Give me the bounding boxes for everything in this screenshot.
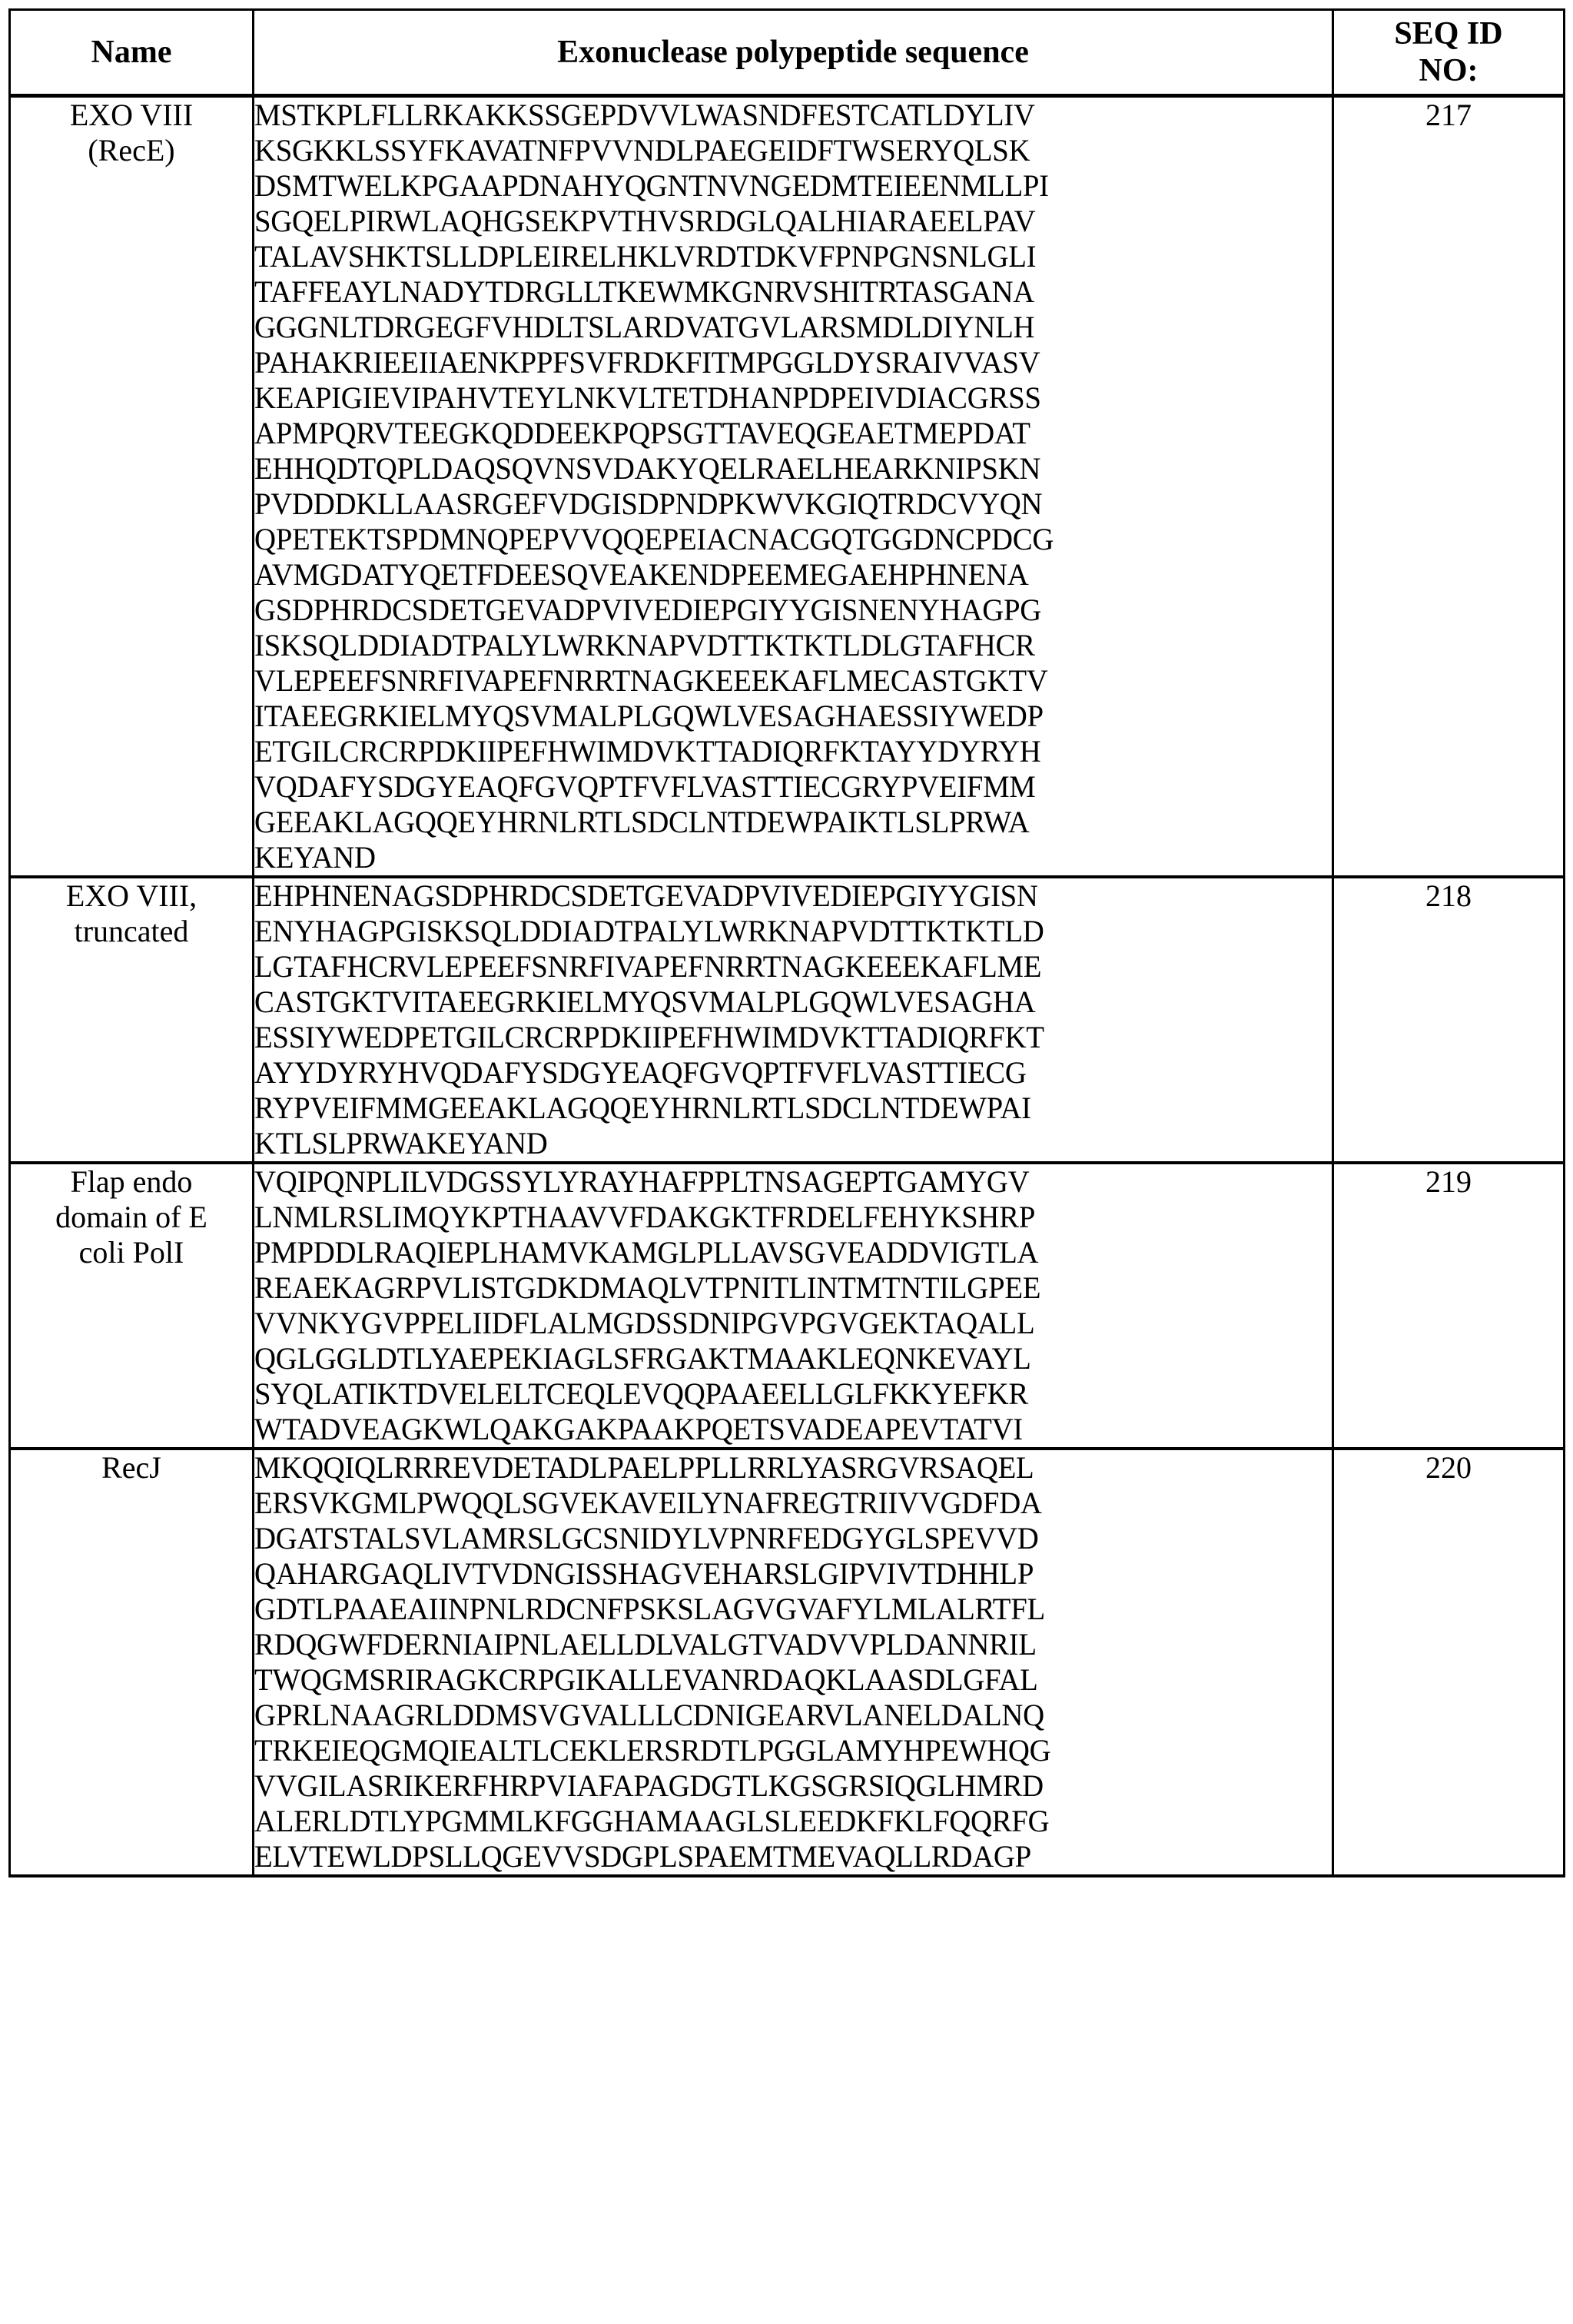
cell-name — [10, 877, 254, 1163]
enzyme-name-line: (RecE) — [88, 133, 175, 168]
cell-seq-id — [1333, 1163, 1565, 1449]
seq-id-value: 219 — [1425, 1164, 1472, 1199]
sequence-line: MKQQIQLRRREVDETADLPAELPPLLRRLYASRGVRSAQEL — [254, 1450, 1034, 1485]
enzyme-name-line: Flap endo — [70, 1164, 193, 1199]
cell-name — [10, 1163, 254, 1449]
sequence-line: VVGILASRIKERFHRPVIAFAPAGDGTLKGSGRSIQGLHMRD — [254, 1768, 1044, 1803]
sequence-line: VLEPEEFSNRFIVAPEFNRRTNAGKEEEKAFLMECASTGKTV — [254, 663, 1048, 698]
cell-seq-id — [1333, 1449, 1565, 1876]
sequence-line: VVNKYGVPPELIIDFLALMGDSSDNIPGVPGVGEKTAQALL — [254, 1306, 1035, 1340]
sequence-line: REAEKAGRPVLISTGDKDMAQLVTPNITLINTMTNTILGPEE — [254, 1270, 1041, 1305]
column-header-name — [10, 10, 254, 96]
cell-sequence — [254, 877, 1333, 1163]
cell-seq-id — [1333, 96, 1565, 878]
column-header-sequence — [254, 10, 1333, 96]
sequence-line: PVDDDKLLAASRGEFVDGISDPNDPKWVKGIQTRDCVYQN — [254, 486, 1043, 521]
sequence-line: RYPVEIFMMGEEAKLAGQQEYHRNLRTLSDCLNTDEWPAI — [254, 1091, 1031, 1125]
column-header-name-label: Name — [91, 35, 172, 70]
sequence-line: TALAVSHKTSLLDPLEIRELHKLVRDTDKVFPNPGNSNLGLI — [254, 239, 1037, 274]
sequence-line: ESSIYWEDPETGILCRCRPDKIIPEFHWIMDVKTTADIQRFKT — [254, 1020, 1044, 1054]
sequence-line: VQIPQNPLILVDGSSYLYRAYHAFPPLTNSAGEPTGAMYGV — [254, 1164, 1030, 1199]
sequence-line: ELVTEWLDPSLLQGEVVSDGPLSPAEMTMEVAQLLRDAGP — [254, 1839, 1031, 1874]
sequence-line: EHPHNENAGSDPHRDCSDETGEVADPVIVEDIEPGIYYGISN — [254, 878, 1038, 913]
sequence-line: AVMGDATYQETFDEESQVEAKENDPEEMEGAEHPHNENA — [254, 557, 1029, 592]
cell-name — [10, 96, 254, 878]
table-row — [10, 877, 1565, 1163]
enzyme-name-line: EXO VIII — [69, 98, 194, 132]
cell-seq-id — [1333, 877, 1565, 1163]
sequence-line: AYYDYRYHVQDAFYSDGYEAQFGVQPTFVFLVASTTIECG — [254, 1055, 1027, 1090]
column-header-seq-id — [1333, 10, 1565, 96]
cell-sequence — [254, 96, 1333, 878]
sequence-line: VQDAFYSDGYEAQFGVQPTFVFLVASTTIECGRYPVEIFMM — [254, 769, 1036, 804]
sequence-line: GEEAKLAGQQEYHRNLRTLSDCLNTDEWPAIKTLSLPRWA — [254, 805, 1030, 839]
table-body — [10, 96, 1565, 1877]
table-row — [10, 1449, 1565, 1876]
column-header-seq-id-line2: NO: — [1419, 53, 1478, 88]
table-row — [10, 1163, 1565, 1449]
sequence-line: EHHQDTQPLDAQSQVNSVDAKYQELRAELHEARKNIPSKN — [254, 451, 1041, 486]
sequence-line: TWQGMSRIRAGKCRPGIKALLEVANRDAQKLAASDLGFAL — [254, 1662, 1038, 1697]
column-header-sequence-label: Exonuclease polypeptide sequence — [557, 35, 1029, 70]
sequence-line: KEAPIGIEVIPAHVTEYLNKVLTETDHANPDPEIVDIACGRSS — [254, 380, 1041, 415]
sequence-line: ITAEEGRKIELMYQSVMALPLGQWLVESAGHAESSIYWEDP — [254, 699, 1044, 733]
table-row — [10, 96, 1565, 878]
enzyme-name-line: truncated — [74, 914, 189, 948]
sequence-line: GPRLNAAGRLDDMSVGVALLLCDNIGEARVLANELDALNQ — [254, 1698, 1044, 1732]
sequence-line: RDQGWFDERNIAIPNLAELLDLVALGTVADVVPLDANNRIL — [254, 1627, 1037, 1662]
exonuclease-sequence-table — [8, 8, 1565, 1877]
cell-name — [10, 1449, 254, 1876]
sequence-line: DGATSTALSVLAMRSLGCSNIDYLVPNRFEDGYGLSPEVVD — [254, 1521, 1039, 1555]
sequence-line: ALERLDTLYPGMMLKFGGHAMAAGLSLEEDKFKLFQQRFG — [254, 1804, 1050, 1838]
sequence-line: QPETEKTSPDMNQPEPVVQQEPEIACNACGQTGGDNCPDCG — [254, 522, 1054, 556]
sequence-line: SGQELPIRWLAQHGSEKPVTHVSRDGLQALHIARAEELPAV — [254, 204, 1036, 238]
sequence-line: KTLSLPRWAKEYAND — [254, 1126, 548, 1160]
sequence-line: ENYHAGPGISKSQLDDIADTPALYLWRKNAPVDTTKTKTLD — [254, 914, 1044, 948]
sequence-line: DSMTWELKPGAAPDNAHYQGNTNVNGEDMTEIEENMLLPI — [254, 168, 1049, 203]
enzyme-name-line: RecJ — [101, 1450, 161, 1485]
cell-sequence — [254, 1163, 1333, 1449]
sequence-line: PAHAKRIEEIIAENKPPFSVFRDKFITMPGGLDYSRAIVVASV — [254, 345, 1040, 380]
seq-id-value: 218 — [1425, 878, 1472, 913]
sequence-line: KSGKKLSSYFKAVATNFPVVNDLPAEGEIDFTWSERYQLSK — [254, 133, 1030, 168]
sequence-line: ETGILCRCRPDKIIPEFHWIMDVKTTADIQRFKTAYYDYRYH — [254, 734, 1041, 769]
enzyme-name-line: domain of E — [55, 1200, 207, 1234]
sequence-line: ISKSQLDDIADTPALYLWRKNAPVDTTKTKTLDLGTAFHCR — [254, 628, 1035, 662]
enzyme-name-line: coli PolI — [78, 1235, 184, 1270]
sequence-line: CASTGKTVITAEEGRKIELMYQSVMALPLGQWLVESAGHA — [254, 984, 1036, 1019]
enzyme-name-line: EXO VIII, — [65, 878, 197, 913]
column-header-seq-id-line1: SEQ ID — [1394, 16, 1503, 51]
sequence-line: ERSVKGMLPWQQLSGVEKAVEILYNAFREGTRIIVVGDFDA — [254, 1486, 1042, 1520]
cell-sequence — [254, 1449, 1333, 1876]
seq-id-value: 220 — [1425, 1450, 1472, 1485]
sequence-line: WTADVEAGKWLQAKGAKPAAKPQETSVADEAPEVTATVI — [254, 1412, 1023, 1446]
sequence-line: LGTAFHCRVLEPEEFSNRFIVAPEFNRRTNAGKEEEKAFLME — [254, 949, 1042, 984]
sequence-line: MSTKPLFLLRKAKKSSGEPDVVLWASNDFESTCATLDYLIV — [254, 98, 1035, 132]
sequence-line: KEYAND — [254, 840, 376, 875]
sequence-line: TAFFEAYLNADYTDRGLLTKEWMKGNRVSHITRTASGANA — [254, 274, 1035, 309]
sequence-line: GGGNLTDRGEGFVHDLTSLARDVATGVLARSMDLDIYNLH — [254, 310, 1035, 344]
sequence-line: TRKEIEQGMQIEALTLCEKLERSRDTLPGGLAMYHPEWHQG — [254, 1733, 1051, 1768]
seq-id-value: 217 — [1425, 98, 1472, 132]
sequence-line: QAHARGAQLIVTVDNGISSHAGVEHARSLGIPVIVTDHHLP — [254, 1556, 1034, 1591]
sequence-line: SYQLATIKTDVELELTCEQLEVQQPAAEELLGLFKKYEFKR — [254, 1376, 1028, 1411]
table-header-row — [10, 10, 1565, 96]
sequence-line: APMPQRVTEEGKQDDEEKPQPSGTTAVEQGEAETMEPDAT — [254, 416, 1030, 450]
sequence-line: GDTLPAAEAIINPNLRDCNFPSKSLAGVGVAFYLMLALRTFL — [254, 1592, 1045, 1626]
sequence-line: LNMLRSLIMQYKPTHAAVVFDAKGKTFRDELFEHYKSHRP — [254, 1200, 1036, 1234]
sequence-line: GSDPHRDCSDETGEVADPVIVEDIEPGIYYGISNENYHAGPG — [254, 593, 1041, 627]
sequence-line: QGLGGLDTLYAEPEKIAGLSFRGAKTMAAKLEQNKEVAYL — [254, 1341, 1031, 1376]
sequence-line: PMPDDLRAQIEPLHAMVKAMGLPLLAVSGVEADDVIGTLA — [254, 1235, 1039, 1270]
